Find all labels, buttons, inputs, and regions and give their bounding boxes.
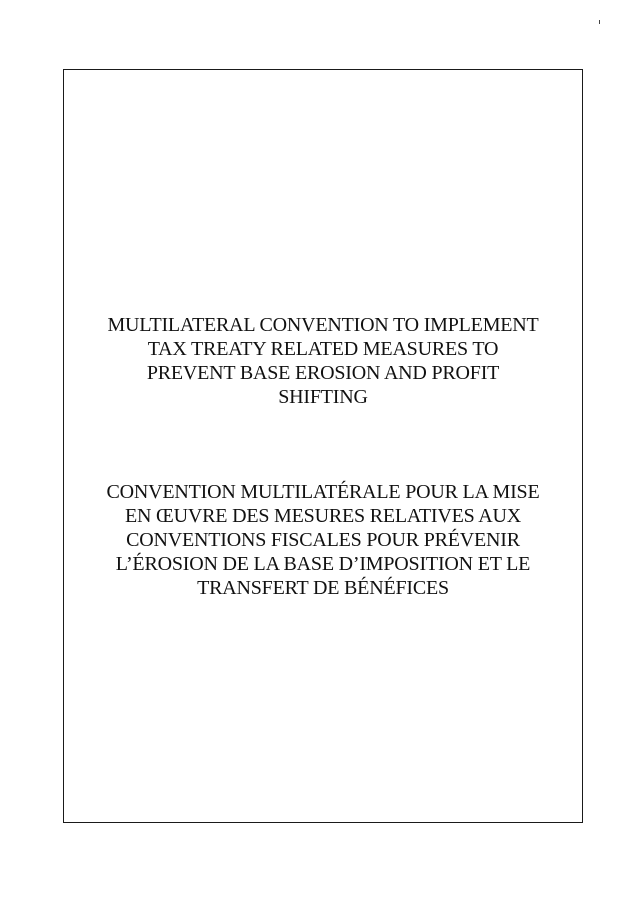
english-title-line-1: MULTILATERAL CONVENTION TO IMPLEMENT (107, 314, 539, 336)
french-title-line-1: CONVENTION MULTILATÉRALE POUR LA MISE (106, 481, 540, 503)
english-title-line-3: PREVENT BASE EROSION AND PROFIT (146, 362, 500, 384)
french-title-line-3: CONVENTIONS FISCALES POUR PRÉVENIR (126, 529, 520, 551)
scan-speck (599, 20, 600, 24)
french-title (64, 480, 582, 600)
english-title (64, 313, 582, 409)
french-title-line-4: L’ÉROSION DE LA BASE D’IMPOSITION ET LE (115, 553, 531, 575)
french-title-line-2: EN ŒUVRE DES MESURES RELATIVES AUX (124, 505, 521, 527)
cover-frame (63, 69, 583, 823)
english-title-line-2: TAX TREATY RELATED MEASURES TO (147, 338, 499, 360)
french-title-line-5: TRANSFERT DE BÉNÉFICES (197, 577, 449, 599)
english-title-line-4: SHIFTING (278, 386, 368, 408)
